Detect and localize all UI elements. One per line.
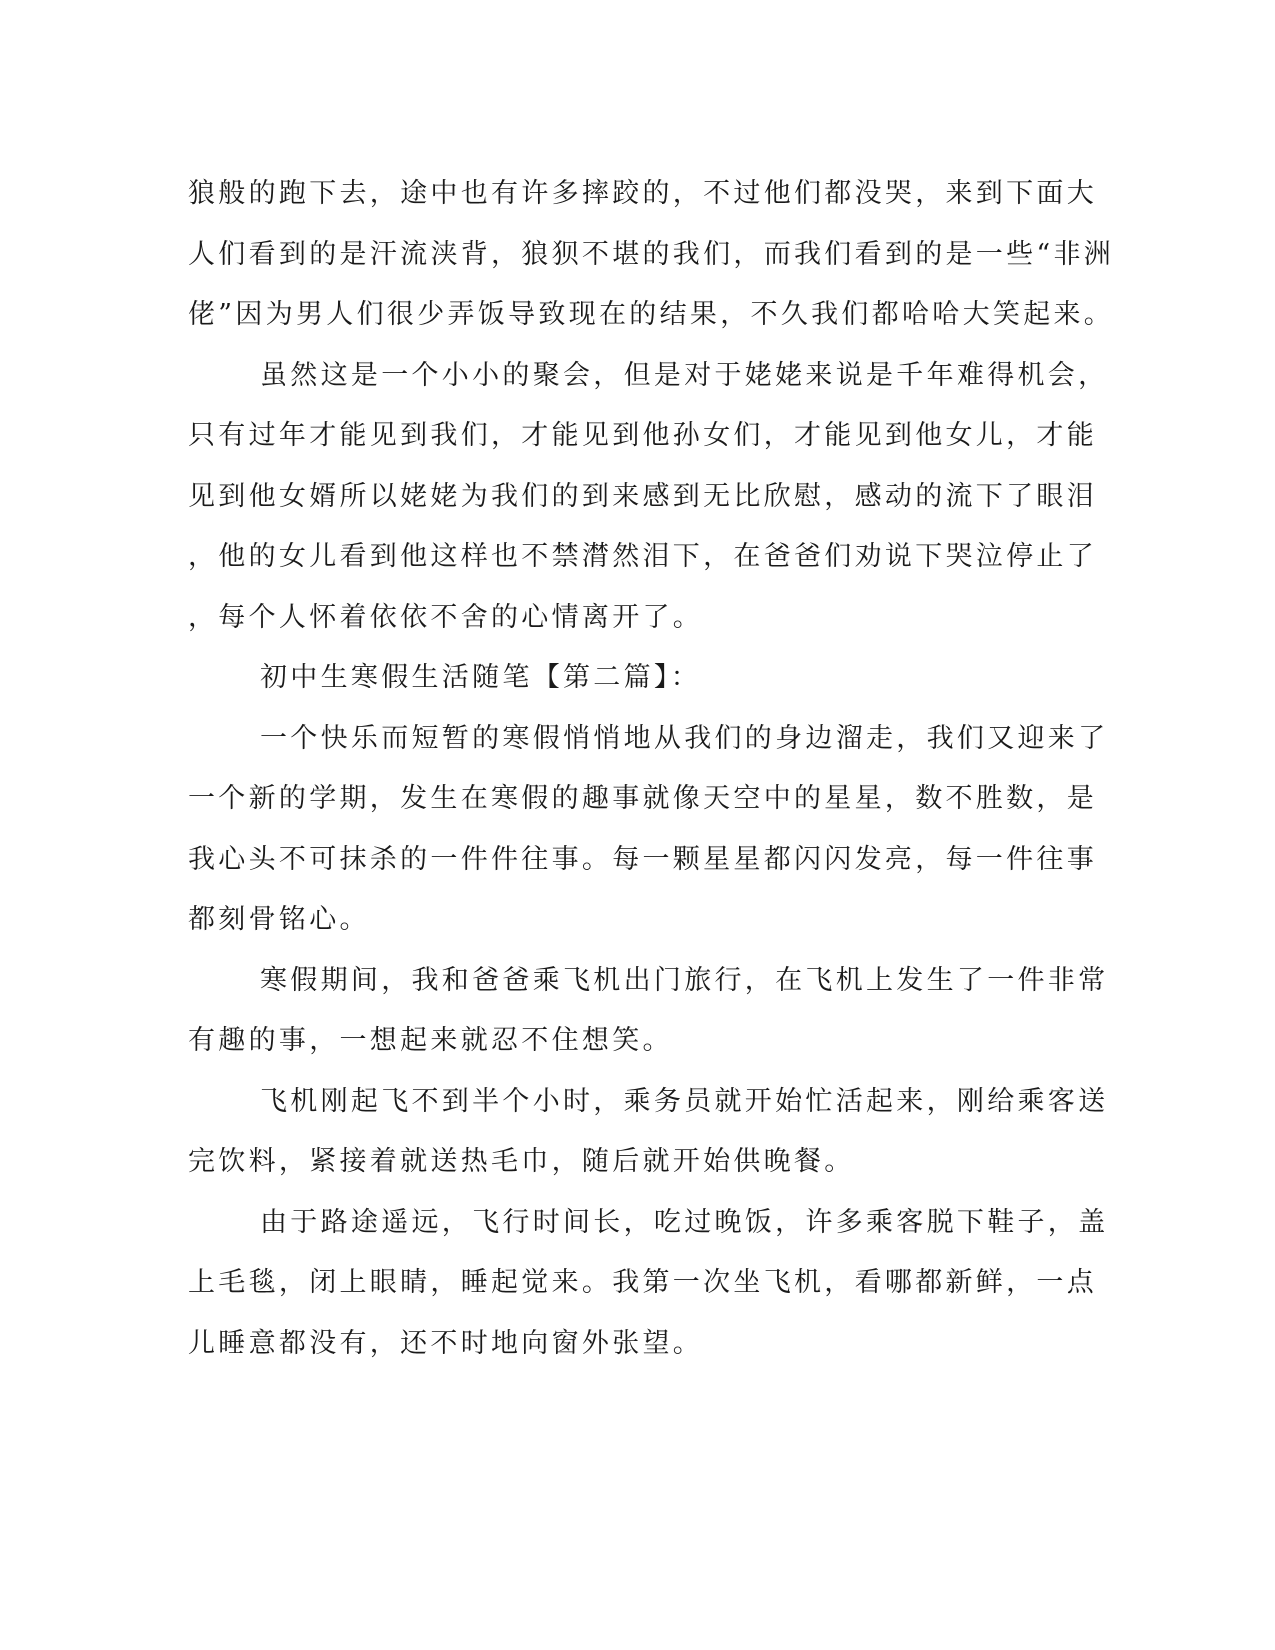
paragraph-start-line: 寒假期间，我和爸爸乘飞机出门旅行，在飞机上发生了一件非常 (260, 964, 1109, 996)
text-line: 人们看到的是汗流浃背，狼狈不堪的我们，而我们看到的是一些“非洲 (188, 238, 1115, 270)
paragraph-start-line: 由于路途遥远，飞行时间长，吃过晚饭，许多乘客脱下鞋子，盖 (260, 1206, 1109, 1238)
text-line: ，每个人怀着依依不舍的心情离开了。 (188, 601, 704, 633)
text-line: 见到他女婿所以姥姥为我们的到来感到无比欣慰，感动的流下了眼泪 (188, 480, 1097, 512)
text-line: 我心头不可抹杀的一件件往事。每一颗星星都闪闪发亮，每一件往事 (188, 843, 1097, 875)
text-line: 都刻骨铭心。 (188, 904, 370, 935)
body-text (188, 164, 1115, 1374)
text-line: 佬”因为男人们很少弄饭导致现在的结果，不久我们都哈哈大笑起来。 (188, 299, 1115, 330)
text-line: 儿睡意都没有，还不时地向窗外张望。 (188, 1327, 704, 1359)
paragraph-start-line: 一个快乐而短暂的寒假悄悄地从我们的身边溜走，我们又迎来了 (260, 722, 1109, 754)
text-line: ，他的女儿看到他这样也不禁潸然泪下，在爸爸们劝说下哭泣停止了 (188, 541, 1097, 572)
text-line: 上毛毯，闭上眼睛，睡起觉来。我第一次坐飞机，看哪都新鲜，一点 (188, 1267, 1097, 1298)
paragraph-start-line: 虽然这是一个小小的聚会，但是对于姥姥来说是千年难得机会， (260, 359, 1109, 391)
section-heading: 初中生寒假生活随笔【第二篇】： (260, 662, 701, 693)
text-line: 一个新的学期，发生在寒假的趣事就像天空中的星星，数不胜数，是 (188, 783, 1097, 814)
text-line: 有趣的事，一想起来就忍不住想笑。 (188, 1025, 673, 1056)
text-line: 完饮料，紧接着就送热毛巾，随后就开始供晚餐。 (188, 1146, 855, 1177)
text-line: 狼般的跑下去，途中也有许多摔跤的，不过他们都没哭，来到下面大 (188, 178, 1097, 209)
text-line: 只有过年才能见到我们，才能见到他孙女们，才能见到他女儿，才能 (188, 420, 1097, 451)
paragraph-start-line: 飞机刚起飞不到半个小时，乘务员就开始忙活起来，刚给乘客送 (260, 1085, 1109, 1117)
